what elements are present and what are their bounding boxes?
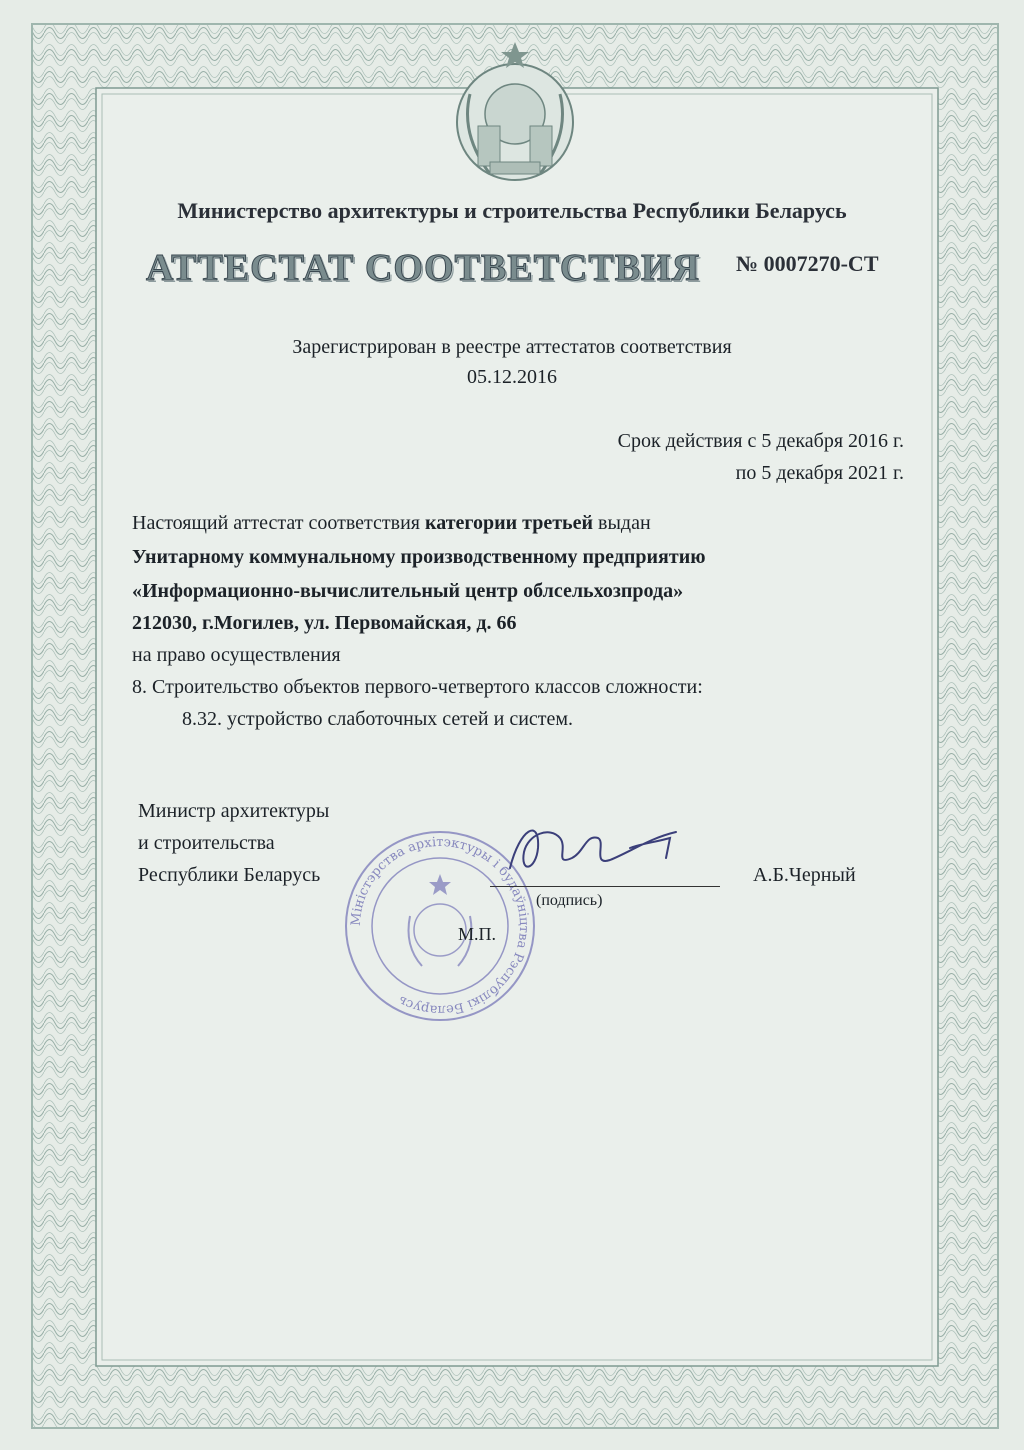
registration-date: 05.12.2016	[467, 366, 557, 388]
seal-text: Міністэрства архітэктуры і будаўніцтва Рэспублікі Беларусь	[348, 834, 532, 1018]
issue-statement	[132, 512, 651, 535]
organization-line-1: Унитарному коммунальному производственному предприятию	[132, 546, 706, 568]
issue-suffix: выдан	[593, 512, 651, 534]
handwritten-signature-icon	[480, 808, 690, 888]
certificate-number: № 0007270-СТ	[736, 251, 879, 276]
signer-position-line-1: Министр архитектуры	[138, 800, 330, 822]
signer-position-line-2: и строительства	[138, 832, 275, 854]
activity-item: 8. Строительство объектов первого-четвертого классов сложности:	[132, 676, 703, 698]
stamp-label: М.П.	[458, 924, 497, 944]
registration-text: Зарегистрирован в реестре аттестатов соответствия	[292, 336, 732, 358]
validity-to: по 5 декабря 2021 г.	[735, 462, 904, 484]
issue-prefix: Настоящий аттестат соответствия	[132, 512, 425, 534]
organization-line-2: «Информационно-вычислительный центр облсельхозпрода»	[132, 580, 684, 602]
validity-from: Срок действия с 5 декабря 2016 г.	[617, 430, 904, 452]
certificate-title: АТТЕСТАТ СООТВЕТСТВИЯ	[146, 247, 701, 289]
sub-activity-item: 8.32. устройство слаботочных сетей и систем.	[182, 708, 574, 730]
organization-address: 212030, г.Могилев, ул. Первомайская, д. 66	[132, 612, 517, 634]
belarus-emblem-icon	[440, 34, 590, 194]
signature-line	[490, 886, 720, 887]
ministry-heading: Министерство архитектуры и строительства Республики Беларусь	[177, 198, 847, 223]
right-label: на право осуществления	[132, 644, 341, 666]
signature-caption: (подпись)	[536, 892, 603, 909]
signer-position-line-3: Республики Беларусь	[138, 864, 321, 886]
signer-name: А.Б.Черный	[753, 864, 856, 886]
category-text: категории третьей	[424, 512, 594, 534]
